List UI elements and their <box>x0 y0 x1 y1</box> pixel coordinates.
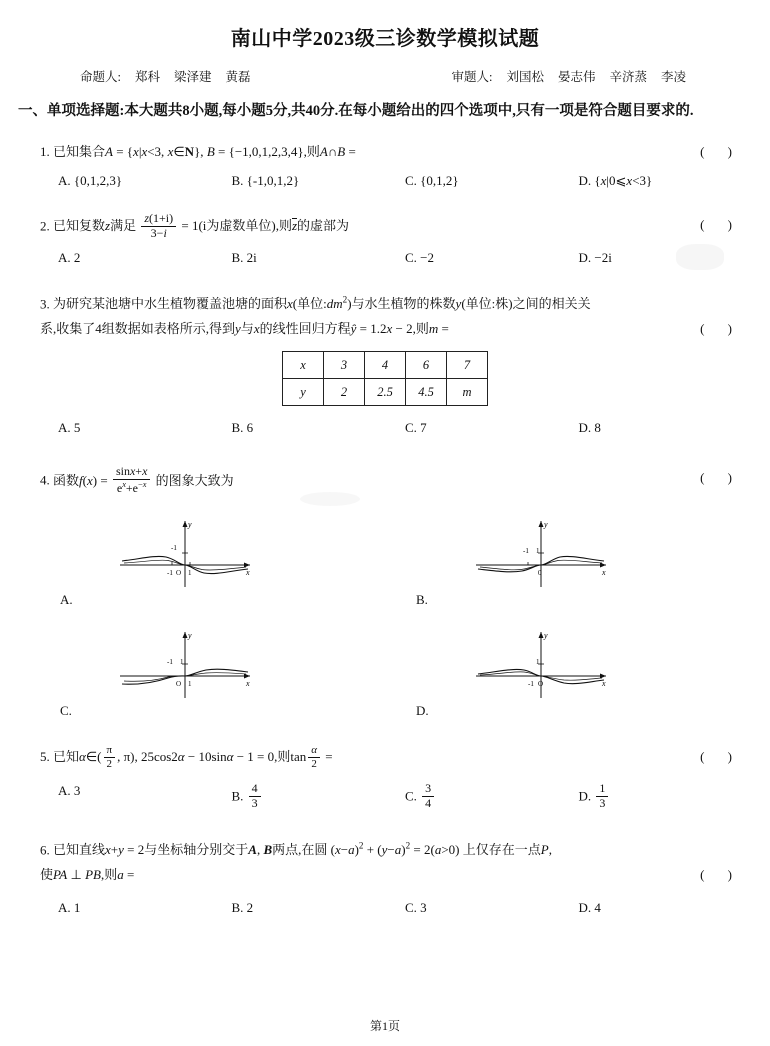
cell-r1c0: y <box>283 379 324 406</box>
cell-r0c4: 7 <box>447 352 488 379</box>
answer-paren-1: ( ) <box>700 144 742 160</box>
svg-text:0: 0 <box>538 568 542 577</box>
graph-c-svg <box>110 618 280 713</box>
svg-text:1: 1 <box>180 657 184 666</box>
question-6-options <box>58 900 752 916</box>
option-2-d[interactable]: D. −2i <box>578 249 612 265</box>
question-3-options <box>58 420 752 436</box>
graph-row-ab <box>40 507 752 612</box>
question-1-number: 1. <box>40 144 50 160</box>
question-5-number: 5. <box>40 749 50 765</box>
option-5-c[interactable]: C. $\frac{3}{4}$ <box>405 783 579 812</box>
svg-text:-1: -1 <box>167 657 173 666</box>
page-footer: 第1页 <box>369 1019 400 1033</box>
svg-text:1: 1 <box>536 657 540 666</box>
reviewer-label: 审题人: <box>451 70 493 84</box>
question-2 <box>40 213 752 242</box>
question-6 <box>40 838 752 888</box>
cell-r0c1: 3 <box>324 352 365 379</box>
cell-r0c3: 6 <box>406 352 447 379</box>
graph-b-svg <box>466 507 636 602</box>
graph-cell-d <box>396 618 752 723</box>
svg-text:y: y <box>188 630 192 640</box>
reviewer-3: 辛济蒸 <box>609 70 647 84</box>
question-2-stem: 已知复数z满足 $\frac{z(1+i)}{3-i}$ = 1(i为虚数单位),则z的虚部为 <box>53 211 350 240</box>
graph-row-cd <box>40 618 752 723</box>
answer-paren-3: ( ) <box>700 320 742 336</box>
answer-paren-5: ( ) <box>700 748 742 764</box>
exam-page <box>0 22 770 1046</box>
byline <box>0 67 770 85</box>
question-1-stem: 已知集合A = {x|x<3, x∈N}, B = {−1,0,1,2,3,4},则A∩B = <box>53 144 356 160</box>
question-1-options <box>58 173 752 189</box>
question-3-stem-line2: 系,收集了4组数据如表格所示,得到y与x的线性回归方程ŷ = 1.2x − 2,则m = <box>40 320 449 336</box>
option-3-d[interactable]: D. 8 <box>578 420 601 436</box>
option-3-c[interactable]: C. 7 <box>405 420 427 436</box>
question-3-stem-line1: 为研究某池塘中水生植物覆盖池塘的面积x(单位$:dm^2$)与水生植物的株数y(单位:株)之间的相关关 <box>53 294 591 311</box>
svg-text:x: x <box>602 678 606 688</box>
question-1 <box>40 140 752 165</box>
question-3-number: 3. <box>40 295 50 311</box>
question-6-number: 6. <box>40 842 50 858</box>
option-5-a[interactable]: A. 3 <box>58 783 81 799</box>
svg-text:O: O <box>176 568 182 577</box>
graph-label-c: C. <box>60 702 72 718</box>
answer-paren-6: ( ) <box>700 866 742 882</box>
cell-r1c1: 2 <box>324 379 365 406</box>
question-2-number: 2. <box>40 218 50 234</box>
svg-text:O: O <box>538 679 544 688</box>
svg-text:O: O <box>176 679 182 688</box>
cell-r0c2: 4 <box>365 352 406 379</box>
table-row <box>283 352 488 379</box>
option-5-d[interactable]: D. $\frac{1}{3}$ <box>579 783 753 812</box>
option-6-a[interactable]: A. 1 <box>58 899 81 915</box>
cell-r1c3: 4.5 <box>406 379 447 406</box>
author-1: 郑科 <box>134 70 160 84</box>
answer-paren-2: ( ) <box>700 217 742 233</box>
svg-text:y: y <box>188 519 192 529</box>
page-title: 南山中学2023级三诊数学模拟试题 <box>230 28 540 50</box>
graph-a-svg <box>110 507 280 602</box>
section-1-heading: 一、单项选择题:本大题共8小题,每小题5分,共40分.在每小题给出的四个选项中,只有一项是符合题目要求的. <box>18 103 694 119</box>
question-4-stem: 函数f(x) = $\frac{\sin x+x}{e^x+e^{-x}}$ 的图象大致为 <box>53 464 234 496</box>
svg-text:x: x <box>602 567 606 577</box>
svg-text:y: y <box>544 630 548 640</box>
byline-authors <box>80 67 265 85</box>
svg-text:-1: -1 <box>171 543 177 552</box>
option-3-b[interactable]: B. 6 <box>231 420 254 436</box>
option-1-c[interactable]: C. {0,1,2} <box>405 173 459 189</box>
svg-text:1: 1 <box>188 679 192 688</box>
graph-d-svg <box>466 618 636 713</box>
svg-text:x: x <box>246 567 250 577</box>
question-4-number: 4. <box>40 472 50 488</box>
cell-r1c2: 2.5 <box>365 379 406 406</box>
reviewer-2: 晏志伟 <box>557 70 596 84</box>
question-5-stem: 已知α∈( $\frac{\pi}{2}$ , π), 25cos2α − 10sinα − 1 = 0,则tan $\frac{\alpha}{2}$ = <box>53 743 333 770</box>
svg-text:1: 1 <box>536 546 540 555</box>
cell-r1c4: m <box>447 379 488 406</box>
graph-label-b: B. <box>416 591 428 607</box>
option-6-b[interactable]: B. 2 <box>231 899 254 915</box>
graph-cell-b <box>396 507 752 612</box>
question-2-options <box>58 250 752 266</box>
option-2-b[interactable]: B. 2i <box>231 249 257 265</box>
graph-cell-c <box>40 618 396 723</box>
option-1-a[interactable]: A. {0,1,2,3} <box>58 173 123 189</box>
svg-text:-1: -1 <box>523 546 529 555</box>
author-label: 命题人: <box>80 70 121 84</box>
reviewer-4: 李凌 <box>660 70 686 84</box>
table-row <box>283 379 488 406</box>
option-1-b[interactable]: B. {-1,0,1,2} <box>231 173 300 189</box>
question-3-data-table <box>282 351 488 406</box>
question-4-graphs <box>40 507 752 723</box>
svg-text:y: y <box>544 519 548 529</box>
question-4 <box>40 466 752 497</box>
option-6-c[interactable]: C. 3 <box>405 899 427 915</box>
question-6-stem-line2: 使PA ⊥ PB,则a = <box>40 866 135 882</box>
option-6-d[interactable]: D. 4 <box>578 899 601 915</box>
scan-smudge <box>300 492 360 506</box>
scan-smudge <box>676 244 724 270</box>
graph-cell-a <box>40 507 396 612</box>
option-1-d[interactable]: D. {x|0⩽x<3} <box>578 173 653 189</box>
option-2-c[interactable]: C. −2 <box>405 249 435 265</box>
question-5-options <box>58 783 752 812</box>
option-2-a[interactable]: A. 2 <box>58 249 81 265</box>
option-5-b[interactable]: B. $\frac{4}{3}$ <box>232 783 406 812</box>
author-2: 梁泽建 <box>174 70 212 84</box>
question-6-stem-line1: 已知直线x+y = 2与坐标轴分别交于A, B两点,在圆 $(x-a)^2 + (y-a)^2 = 2(a>0)$ 上仅存在一点P, <box>53 840 552 858</box>
graph-label-d: D. <box>416 702 429 718</box>
cell-r0c0: x <box>283 352 324 379</box>
svg-text:-1: -1 <box>167 568 173 577</box>
option-3-a[interactable]: A. 5 <box>58 420 81 436</box>
svg-text:x: x <box>246 678 250 688</box>
reviewer-1: 刘国松 <box>506 70 544 84</box>
question-5 <box>40 745 752 771</box>
svg-text:-1: -1 <box>528 679 534 688</box>
author-3: 黄磊 <box>225 70 251 84</box>
byline-reviewers <box>451 67 700 85</box>
answer-paren-4: ( ) <box>700 470 742 486</box>
svg-text:1: 1 <box>188 568 192 577</box>
graph-label-a: A. <box>60 591 73 607</box>
question-3 <box>40 292 752 342</box>
